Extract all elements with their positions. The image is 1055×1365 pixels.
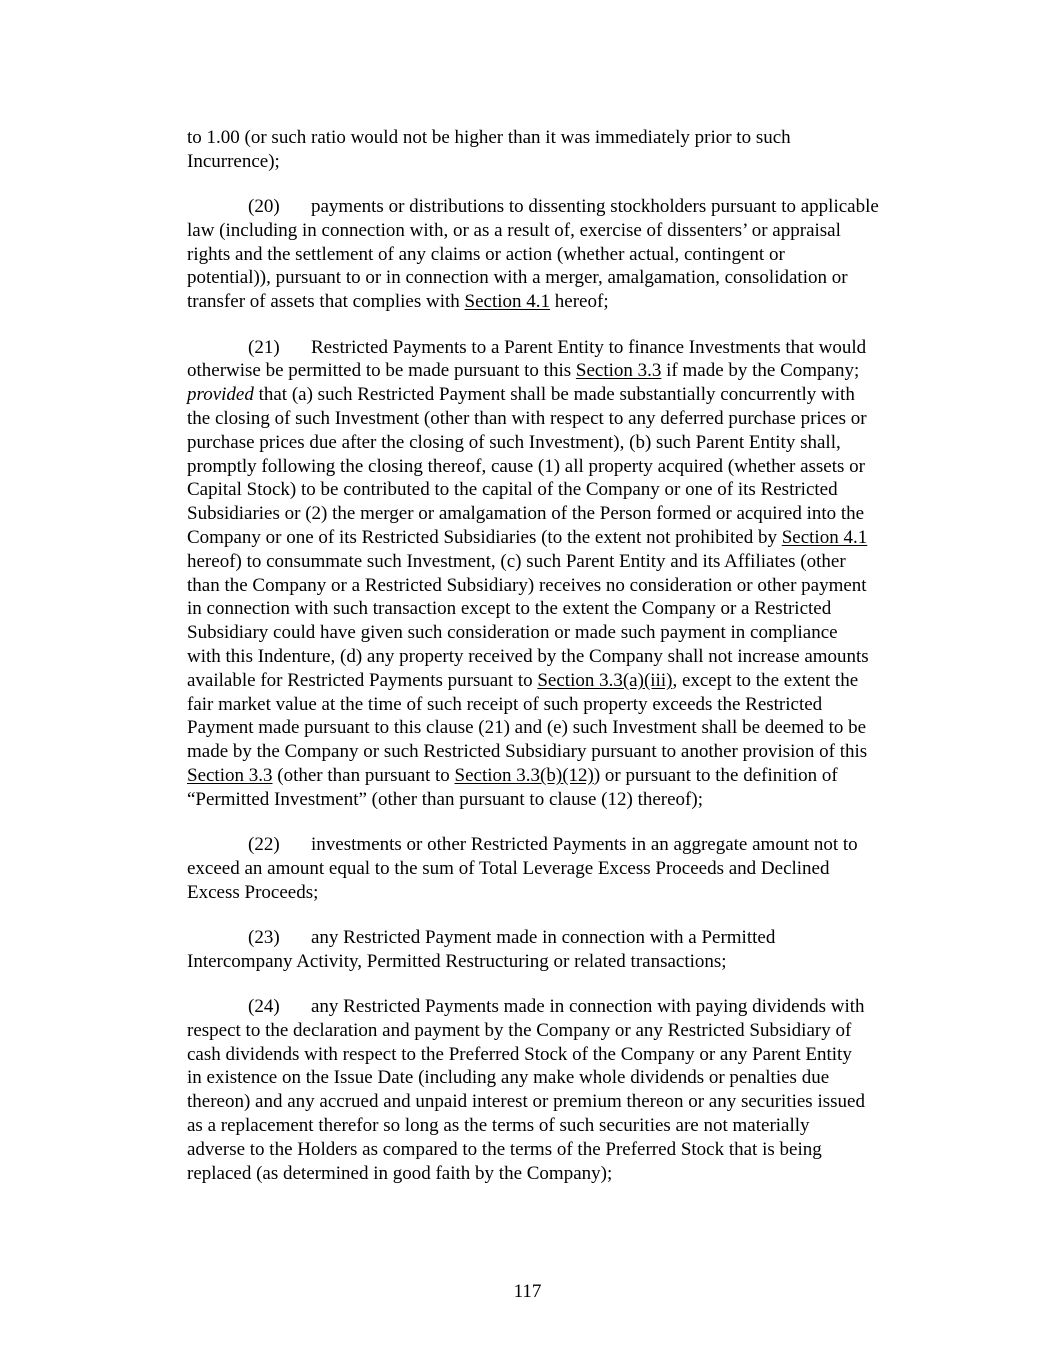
clause-marker: (23) <box>248 926 280 948</box>
clause-text: hereof) to consummate such Investment, (c) such Parent Entity and its Affiliates (other than the Company or a Restricted Subsidiary) receives no consideration or other payment in connection with such transaction except to the extent the Company or a Restricted Subsidiary could have given such consideration or made such payment in compliance with this Indenture, (d) any property received by the Company shall not increase amounts available for Restricted Payments pursuant to <box>187 550 869 691</box>
clause-text: ) or pursuant to the definition of “Permitted Investment” (other than pursuant to clause (12) thereof); <box>187 764 838 810</box>
section-reference: Section 3.3(a)(iii) <box>537 669 673 691</box>
section-reference: Section 3.3 <box>575 360 662 382</box>
clause-text: (other than pursuant to <box>272 764 455 786</box>
clause-text: that (a) such Restricted Payment shall be made substantially concurrently with the closing of such Investment (other than with respect to any deferred purchase prices or purchase prices due after the closing of such Investment), (b) such Parent Entity shall, promptly following the closing thereof, cause (1) all property acquired (whether assets or Capital Stock) to be contributed to the capital of the Company or one of its Restricted Subsidiaries or (2) the merger or amalgamation of the Person formed or acquired into the Company or one of its Restricted Subsidiaries (to the extent not prohibited by <box>187 384 867 548</box>
clause-text: , except to the extent the fair market value at the time of such receipt of such property exceeds the Restricted Payment made pursuant to this clause (21) and (e) such Investment shall be deemed to be made by the Company or such Restricted Subsidiary pursuant to another provision of this <box>187 669 868 763</box>
clause-marker: (22) <box>248 834 280 856</box>
body-text <box>187 126 932 1207</box>
section-reference: Section 3.3(b)(12) <box>454 764 594 786</box>
clause-marker: (21) <box>248 336 280 358</box>
clause-text: any Restricted Payments made in connection with paying dividends with respect to the declaration and payment by the Company or any Restricted Subsidiary of cash dividends with respect to the Preferred Stock of the Company or any Parent Entity in existence on the Issue Date (including any make whole dividends or penalties due thereon) and any accrued and unpaid interest or premium thereon or any securities issued as a replacement therefor so long as the terms of such securities are not materially adverse to the Holders as compared to the terms of the Preferred Stock that is being replaced (as determined in good faith by the Company); <box>187 996 865 1184</box>
page-number: 117 <box>513 1281 542 1302</box>
section-reference: Section 4.1 <box>464 291 551 313</box>
section-reference: Section 4.1 <box>781 526 868 548</box>
clause-text: if made by the Company; <box>666 360 860 382</box>
clause-marker: (24) <box>248 996 280 1017</box>
clause-22 <box>187 833 932 904</box>
clause-24 <box>187 995 932 1185</box>
clause-23 <box>187 926 932 974</box>
clause-text: any Restricted Payment made in connection with a Permitted Intercompany Activity, Permitted Restructuring or related transactions; <box>187 926 776 972</box>
clause-text: investments or other Restricted Payments in an aggregate amount not to exceed an amount equal to the sum of Total Leverage Excess Proceeds and Declined Excess Proceeds; <box>187 834 858 903</box>
italic-term: provided <box>187 384 254 406</box>
continuation-paragraph: to 1.00 (or such ratio would not be higher than it was immediately prior to such Incurrence); <box>187 127 791 172</box>
clause-text: payments or distributions to dissenting stockholders pursuant to applicable law (including in connection with, or as a result of, exercise of dissenters’ or appraisal rights and the settlement of any claims or action (whether actual, contingent or potential)), pursuant to or in connection with a merger, amalgamation, consolidation or transfer of assets that complies with <box>187 196 879 313</box>
clause-text: Restricted Payments to a Parent Entity to finance Investments that would otherwise be permitted to be made pursuant to this <box>187 336 867 382</box>
clause-text: hereof; <box>550 291 609 313</box>
clause-21 <box>187 336 932 812</box>
clause-20 <box>187 195 932 314</box>
section-reference: Section 3.3 <box>187 764 273 786</box>
clause-marker: (20) <box>248 196 280 218</box>
